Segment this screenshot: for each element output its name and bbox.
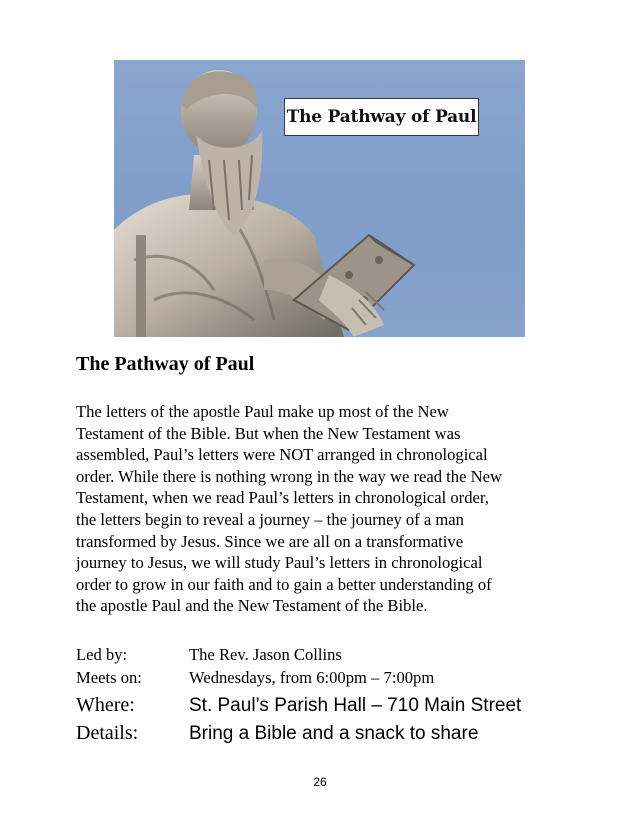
page-number: 26 [313,775,327,789]
where-row [76,694,521,722]
banner-title: The Pathway of Paul [284,98,479,136]
details-row [76,722,521,750]
paragraph-line: The letters of the apostle Paul make up most of the New [76,402,449,421]
paragraph-line: journey to Jesus, we will study Paul’s letters in chronological [76,553,483,573]
led-by-label: Led by: [76,645,128,664]
page-heading: The Pathway of Paul [76,353,255,375]
where-value: St. Paul’s Parish Hall – 710 Main Street [189,695,522,716]
paragraph-line: assembled, Paul’s letters were NOT arranged in chronological [76,445,488,465]
details-label: Details: [76,722,139,744]
details-value: Bring a Bible and a snack to share [189,723,479,744]
led-by-value: The Rev. Jason Collins [189,645,342,664]
meets-on-row [76,668,521,691]
paragraph-line: Testament of the Bible. But when the New Testament was [76,423,461,443]
paragraph-line: Testament, when we read Paul’s letters in chronological order, [76,488,489,508]
paragraph-line: the letters begin to reveal a journey – the journey of a man [76,509,464,529]
paragraph-line: transformed by Jesus. Since we are all on a transformative [76,531,464,551]
paragraph-line: the apostle Paul and the New Testament of the Bible. [76,596,428,616]
where-label: Where: [76,694,135,716]
meets-on-label: Meets on: [76,668,142,687]
led-by-row [76,645,521,668]
paragraph-line: order. While there is nothing wrong in the way we read the New [76,466,502,486]
event-details [76,645,521,750]
description-paragraph [76,401,576,617]
meets-on-value: Wednesdays, from 6:00pm – 7:00pm [189,668,435,687]
paragraph-line: order to grow in our faith and to gain a better understanding of [76,574,492,594]
